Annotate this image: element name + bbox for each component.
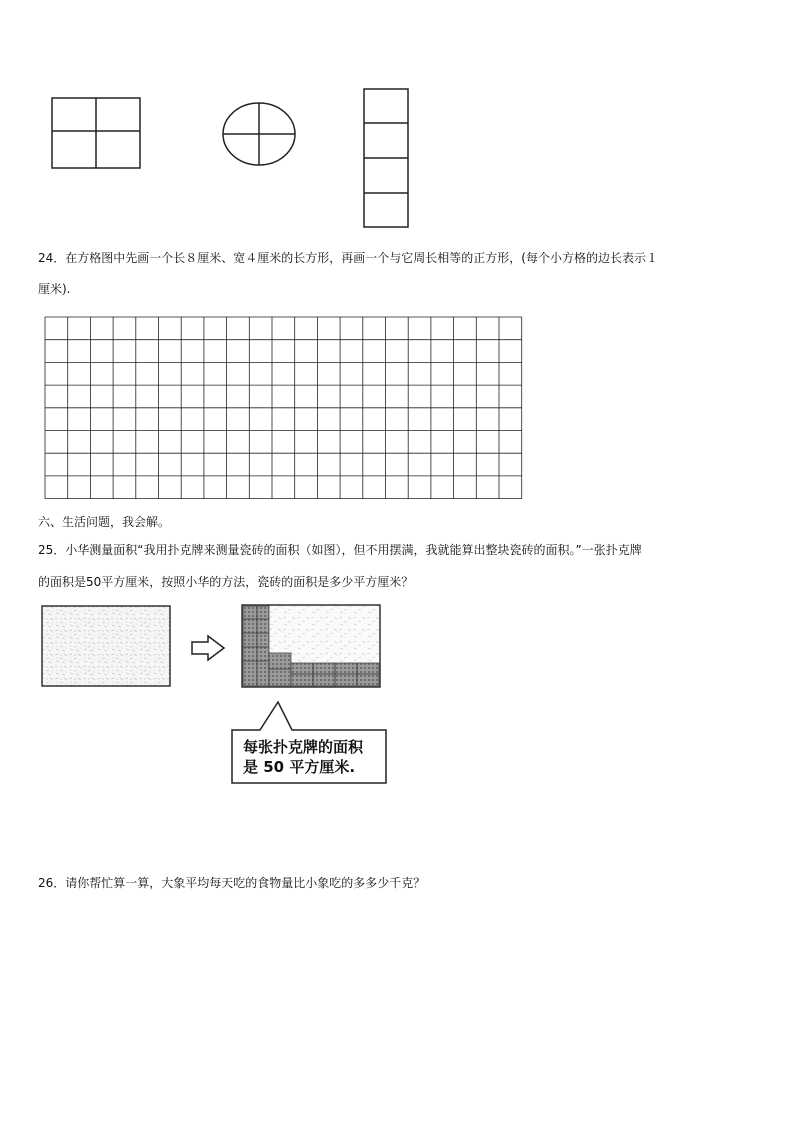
- section-6-heading: 六、生活问题，我会解。: [38, 515, 171, 529]
- q26-text: 26．请你帮忙算一算，大象平均每天吃的食物量比小象吃的多多少千克？: [38, 876, 426, 890]
- tile-illustration: [40, 604, 172, 688]
- tile-with-cards-illustration: [240, 603, 382, 689]
- speech-bubble-line2: 是 50 平方厘米.: [243, 758, 356, 776]
- speech-bubble-line1: 每张扑克牌的面积: [243, 738, 364, 756]
- tall-rectangle-figure: [362, 87, 412, 229]
- right-arrow-icon: [190, 634, 226, 662]
- square-grid[interactable]: [44, 316, 524, 500]
- q25-text-line1: 25．小华测量面积“我用扑克牌来测量瓷砖的面积（如图），但不用摆满，我就能算出整块瓷砖的面积。”一张扑克牌: [38, 543, 642, 557]
- divided-circle-figure: [220, 100, 298, 168]
- q24-text-line1: 24．在方格图中先画一个长８厘米、宽４厘米的长方形，再画一个与它周长相等的正方形，(每个小方格的边长表示１: [38, 251, 658, 265]
- q25-text-line2: 的面积是50平方厘米，按照小华的方法，瓷砖的面积是多少平方厘米？: [38, 575, 414, 589]
- q24-text-line2: 厘米).: [38, 282, 71, 296]
- four-square-figure: [50, 96, 142, 170]
